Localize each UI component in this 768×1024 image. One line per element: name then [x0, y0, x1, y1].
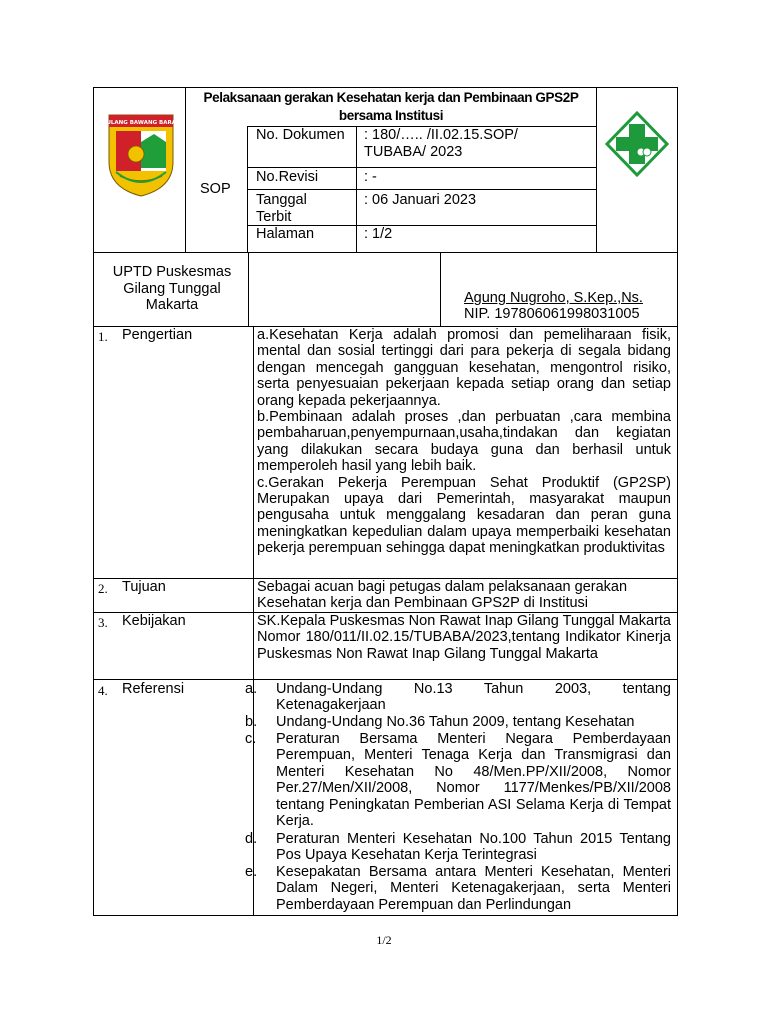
revision-label: No.Revisi [256, 169, 319, 185]
definition-paragraph: a.Kesehatan Kerja adalah promosi dan pemeliharaan fisik, mental dan sosial tertinggi dari para pekerja di segala bidang dengan mencegah gangguan kesehatan, mengontrol risiko, serta penyesuaian pekerjaan kepada setiap orang dan setiap orang kepada pekerjaannya. [257, 327, 671, 409]
document-title: Pelaksanaan gerakan Kesehatan kerja dan Pembinaan GPS2P bersama Institusi [203, 90, 579, 123]
organization-name: UPTD Puskesmas Gilang Tunggal Makarta [112, 264, 232, 313]
revision-value: : - [364, 169, 377, 185]
issue-date-value: : 06 Januari 2023 [364, 192, 477, 208]
puskesmas-logo [605, 110, 669, 178]
section-body-kebijakan: SK.Kepala Puskesmas Non Rawat Inap Gilang Tunggal Makarta Nomor 180/011/II.02.15/TUBABA/2023,tentang Indikator Kinerja Puskesmas Non Rawat Inap Gilang Tunggal Makarta [257, 613, 671, 662]
definition-paragraph: b.Pembinaan adalah proses ,dan perbuatan ,cara membina pembaharuan,penyempurnaan,usaha,tindakan dan kegiatan yang dilakukan secara budaya guna dan berhasil untuk memperoleh hasil yang lebih baik. [257, 409, 671, 475]
section-number: 4. [98, 683, 108, 698]
svg-text:TULANG BAWANG BARAT: TULANG BAWANG BARAT [106, 120, 176, 126]
section-number: 2. [98, 581, 108, 596]
signer-nip: NIP. 197806061998031005 [464, 306, 640, 322]
issue-date-label: Tanggal Terbit [256, 192, 307, 225]
reference-text: Kesepakatan Bersama antara Menteri Kesehatan, Menteri Dalam Negeri, Menteri Ketenagakerjaan, serta Menteri Pemberdayaan Perempuan dan Perlindungan [276, 864, 671, 913]
section-label-kebijakan: Kebijakan [122, 613, 186, 629]
regency-logo [106, 112, 176, 198]
reference-text: Peraturan Menteri Kesehatan No.100 Tahun 2015 Tentang Pos Upaya Kesehatan Kerja Terintegrasi [276, 831, 671, 864]
reference-marker: b. [245, 714, 258, 730]
reference-text: Undang-Undang No.36 Tahun 2009, tentang Kesehatan [276, 714, 635, 730]
doc-number-label: No. Dokumen [256, 127, 345, 143]
definition-paragraph: c.Gerakan Pekerja Perempuan Sehat Produktif (GP2SP) Merupakan upaya dari Pemerintah, masyarakat maupun pengusaha untuk menggalang kesadaran dan peran guna meningkatkan kepedulian dalam upaya memperbaiki kesehatan pekerja perempuan sehingga dapat meningkatkan produktivitas [257, 474, 671, 557]
page-indicator: 1/2 [376, 933, 392, 947]
reference-marker: d. [245, 831, 258, 847]
page-value: : 1/2 [364, 226, 393, 242]
reference-marker: c. [245, 731, 257, 747]
reference-text: Peraturan Bersama Menteri Negara Pemberdayaan Perempuan, Menteri Tenaga Kerja dan Transmigrasi dan Menteri Kesehatan No 48/Men.PP/XII/2008, Nomor Per.27/Men/XII/2008, Nomor 1177/Menkes/PB/XII/2008 tentang Peningkatan Pemberian ASI Selama Kerja di Tempat Kerja. [276, 731, 671, 830]
section-number: 3. [98, 615, 108, 630]
doc-number-value: : 180/….. /II.02.15.SOP/ TUBABA/ 2023 [364, 127, 518, 160]
page-label: Halaman [256, 226, 315, 242]
reference-marker: e. [245, 864, 258, 880]
section-body-tujuan: Sebagai acuan bagi petugas dalam pelaksanaan gerakan Kesehatan kerja dan Pembinaan GPS2P di Institusi [257, 579, 628, 612]
signer-name: Agung Nugroho, S.Kep.,Ns. [464, 290, 643, 306]
section-label-referensi: Referensi [122, 681, 185, 697]
section-body-pengertian [257, 327, 671, 557]
sop-label: SOP [200, 181, 231, 197]
reference-text: Undang-Undang No.13 Tahun 2003, tentang Ketenagakerjaan [276, 681, 671, 714]
reference-marker: a. [245, 681, 258, 697]
section-label-tujuan: Tujuan [122, 579, 166, 595]
section-number: 1. [98, 329, 108, 344]
section-label-pengertian: Pengertian [122, 327, 193, 343]
